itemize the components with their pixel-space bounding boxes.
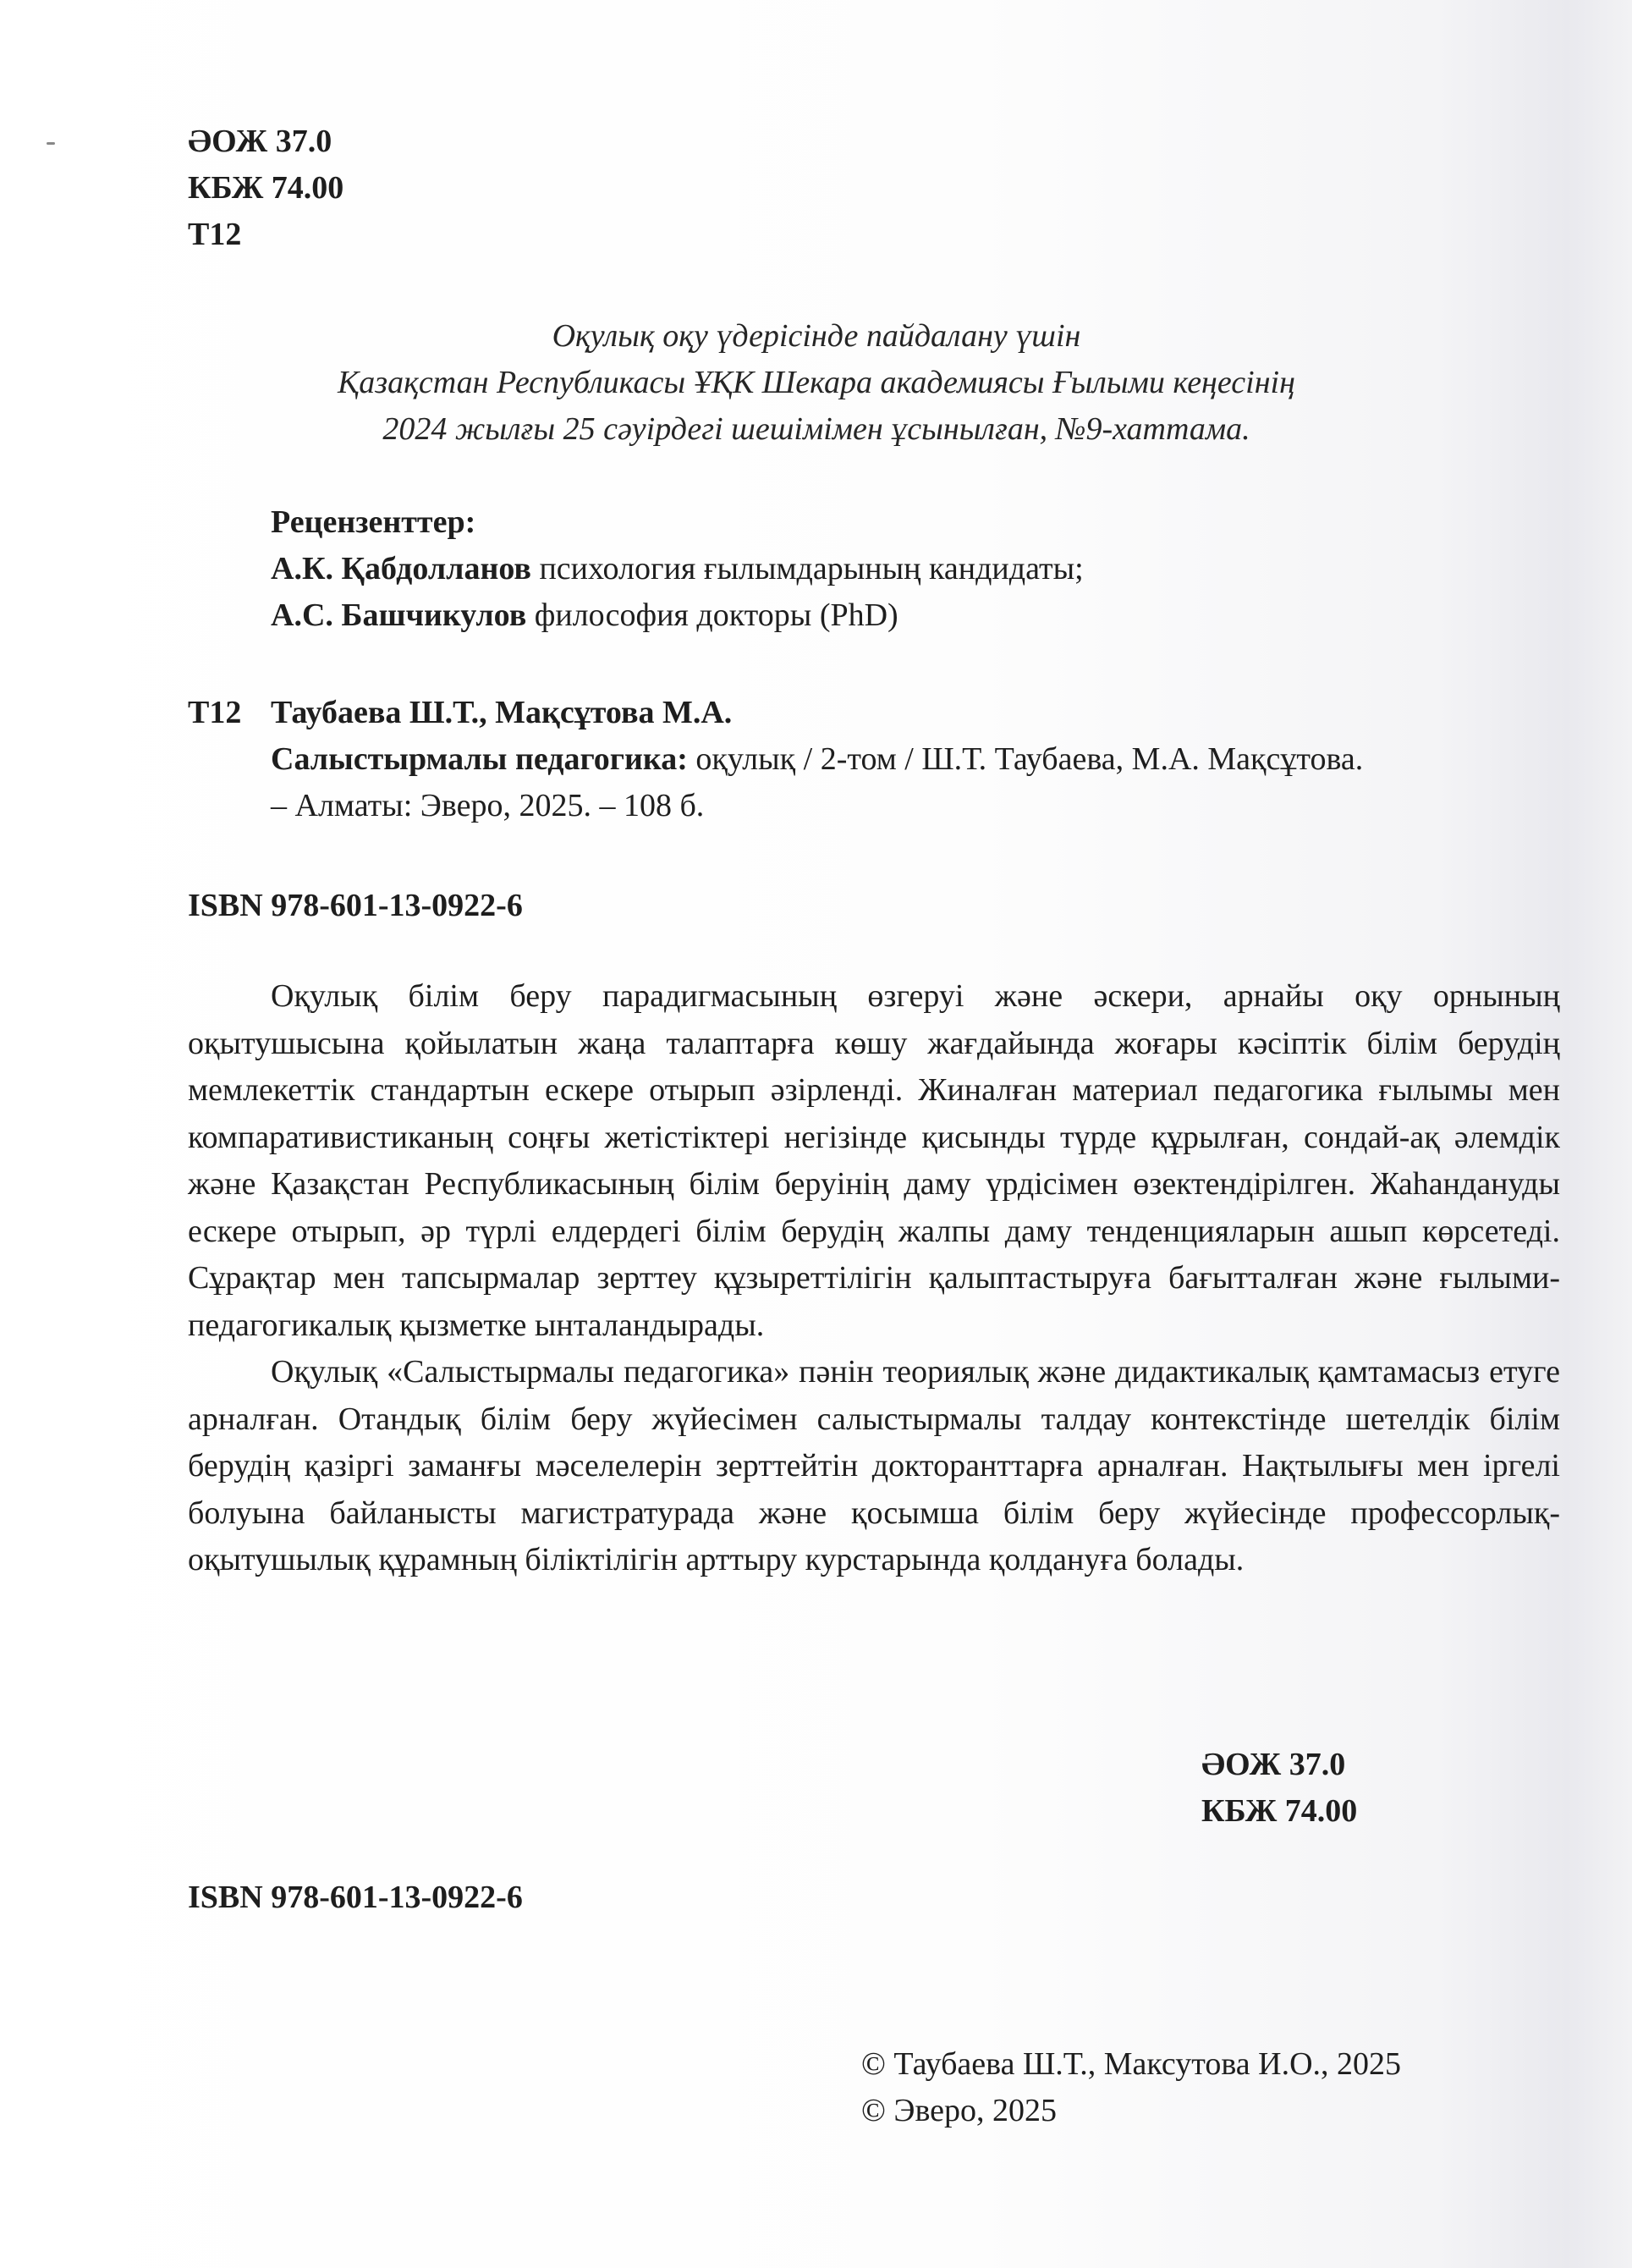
reviewer-name: А.К. Қабдолланов <box>271 551 531 586</box>
reviewers-block <box>271 499 1084 639</box>
abstract-paragraph: Оқулық «Салыстырмалы педагогика» пәнін теориялық және дидактикалық қамтамасыз етуге арналған. Отандық білім беру жүйесімен салыстырмалы талдау контекстінде шетелдік білім берудің қазіргі заманғы мәселелерін зерттейтін докторанттарға арналған. Нақтылығы мен іргелі болуына байланысты магистратурада және қосымша білім беру жүйесінде профессорлық-оқытушылық құрамның біліктілігін арттыру курстарында қолдануға болады. <box>188 1354 1560 1577</box>
udc-code: ӘОЖ 37.0 <box>1201 1747 1346 1782</box>
reviewer-title: психология ғылымдарының кандидаты; <box>539 551 1084 586</box>
abstract <box>188 973 1560 1584</box>
classification-codes-top <box>188 118 343 258</box>
recommendation-note <box>169 313 1464 453</box>
reviewer-name: А.С. Башчикулов <box>271 597 527 633</box>
isbn-bottom: ISBN 978-601-13-0922-6 <box>188 1880 523 1915</box>
catalog-title-line <box>188 736 1363 783</box>
copyright-line: © Таубаева Ш.Т., Максутова И.О., 2025 <box>861 2046 1402 2082</box>
lbc-code: КБЖ 74.00 <box>1201 1793 1358 1829</box>
reviewers-heading: Рецензенттер: <box>271 504 476 540</box>
scan-speck <box>47 142 55 145</box>
catalog-record <box>188 690 1363 829</box>
copyright-line: © Эверо, 2025 <box>861 2093 1058 2128</box>
catalog-authors: Таубаева Ш.Т., Мақсұтова М.А. <box>271 695 733 730</box>
reviewer-item <box>271 546 1084 592</box>
reviewer-item <box>271 592 1084 639</box>
catalog-title-rest: оқулық / 2-том / Ш.Т. Таубаева, М.А. Мақсұтова. <box>695 741 1364 777</box>
recommendation-line: Оқулық оқу үдерісінде пайдалану үшін <box>552 318 1081 354</box>
lbc-code: КБЖ 74.00 <box>188 170 344 206</box>
recommendation-line: Қазақстан Республикасы ҰҚК Шекара академиясы Ғылыми кеңесінің <box>338 365 1295 400</box>
catalog-imprint: – Алматы: Эверо, 2025. – 108 б. <box>271 788 705 823</box>
catalog-title: Салыстырмалы педагогика: <box>271 741 688 777</box>
recommendation-line: 2024 жылғы 25 сәуірдегі шешімімен ұсынылған, №9-хаттама. <box>382 411 1250 447</box>
copyright-block <box>861 2041 1401 2134</box>
isbn-top: ISBN 978-601-13-0922-6 <box>188 888 523 923</box>
abstract-paragraph: Оқулық білім беру парадигмасының өзгеруі және әскери, арнайы оқу орнының оқытушысына қойылатын жаңа талаптарға көшу жағдайында жоғары кәсіптік білім берудің мемлекеттік стандартын ескере отырып әзірленді. Жиналған материал педагогика ғылымы мен компаративистиканың соңғы жетістіктері негізінде қисынды түрде құрылған, сондай-ақ әлемдік және Қазақстан Республикасының білім беруінің даму үрдісімен өзектендірілген. Жаһандануды ескере отырып, әр түрлі елдердегі білім берудің жалпы даму тенденцияларын ашып көрсетеді. Сұрақтар мен тапсырмалар зерттеу құзыреттілігін қалыптастыруға бағытталған және ғылыми-педагогикалық қызметке ынталандырады. <box>188 978 1560 1343</box>
catalog-heading <box>188 690 1363 736</box>
catalog-code: Т12 <box>188 695 242 730</box>
reviewer-title: философия докторы (PhD) <box>534 597 898 633</box>
udc-code: ӘОЖ 37.0 <box>188 124 332 159</box>
author-mark: Т12 <box>188 217 242 252</box>
classification-codes-bottom <box>1201 1742 1357 1835</box>
